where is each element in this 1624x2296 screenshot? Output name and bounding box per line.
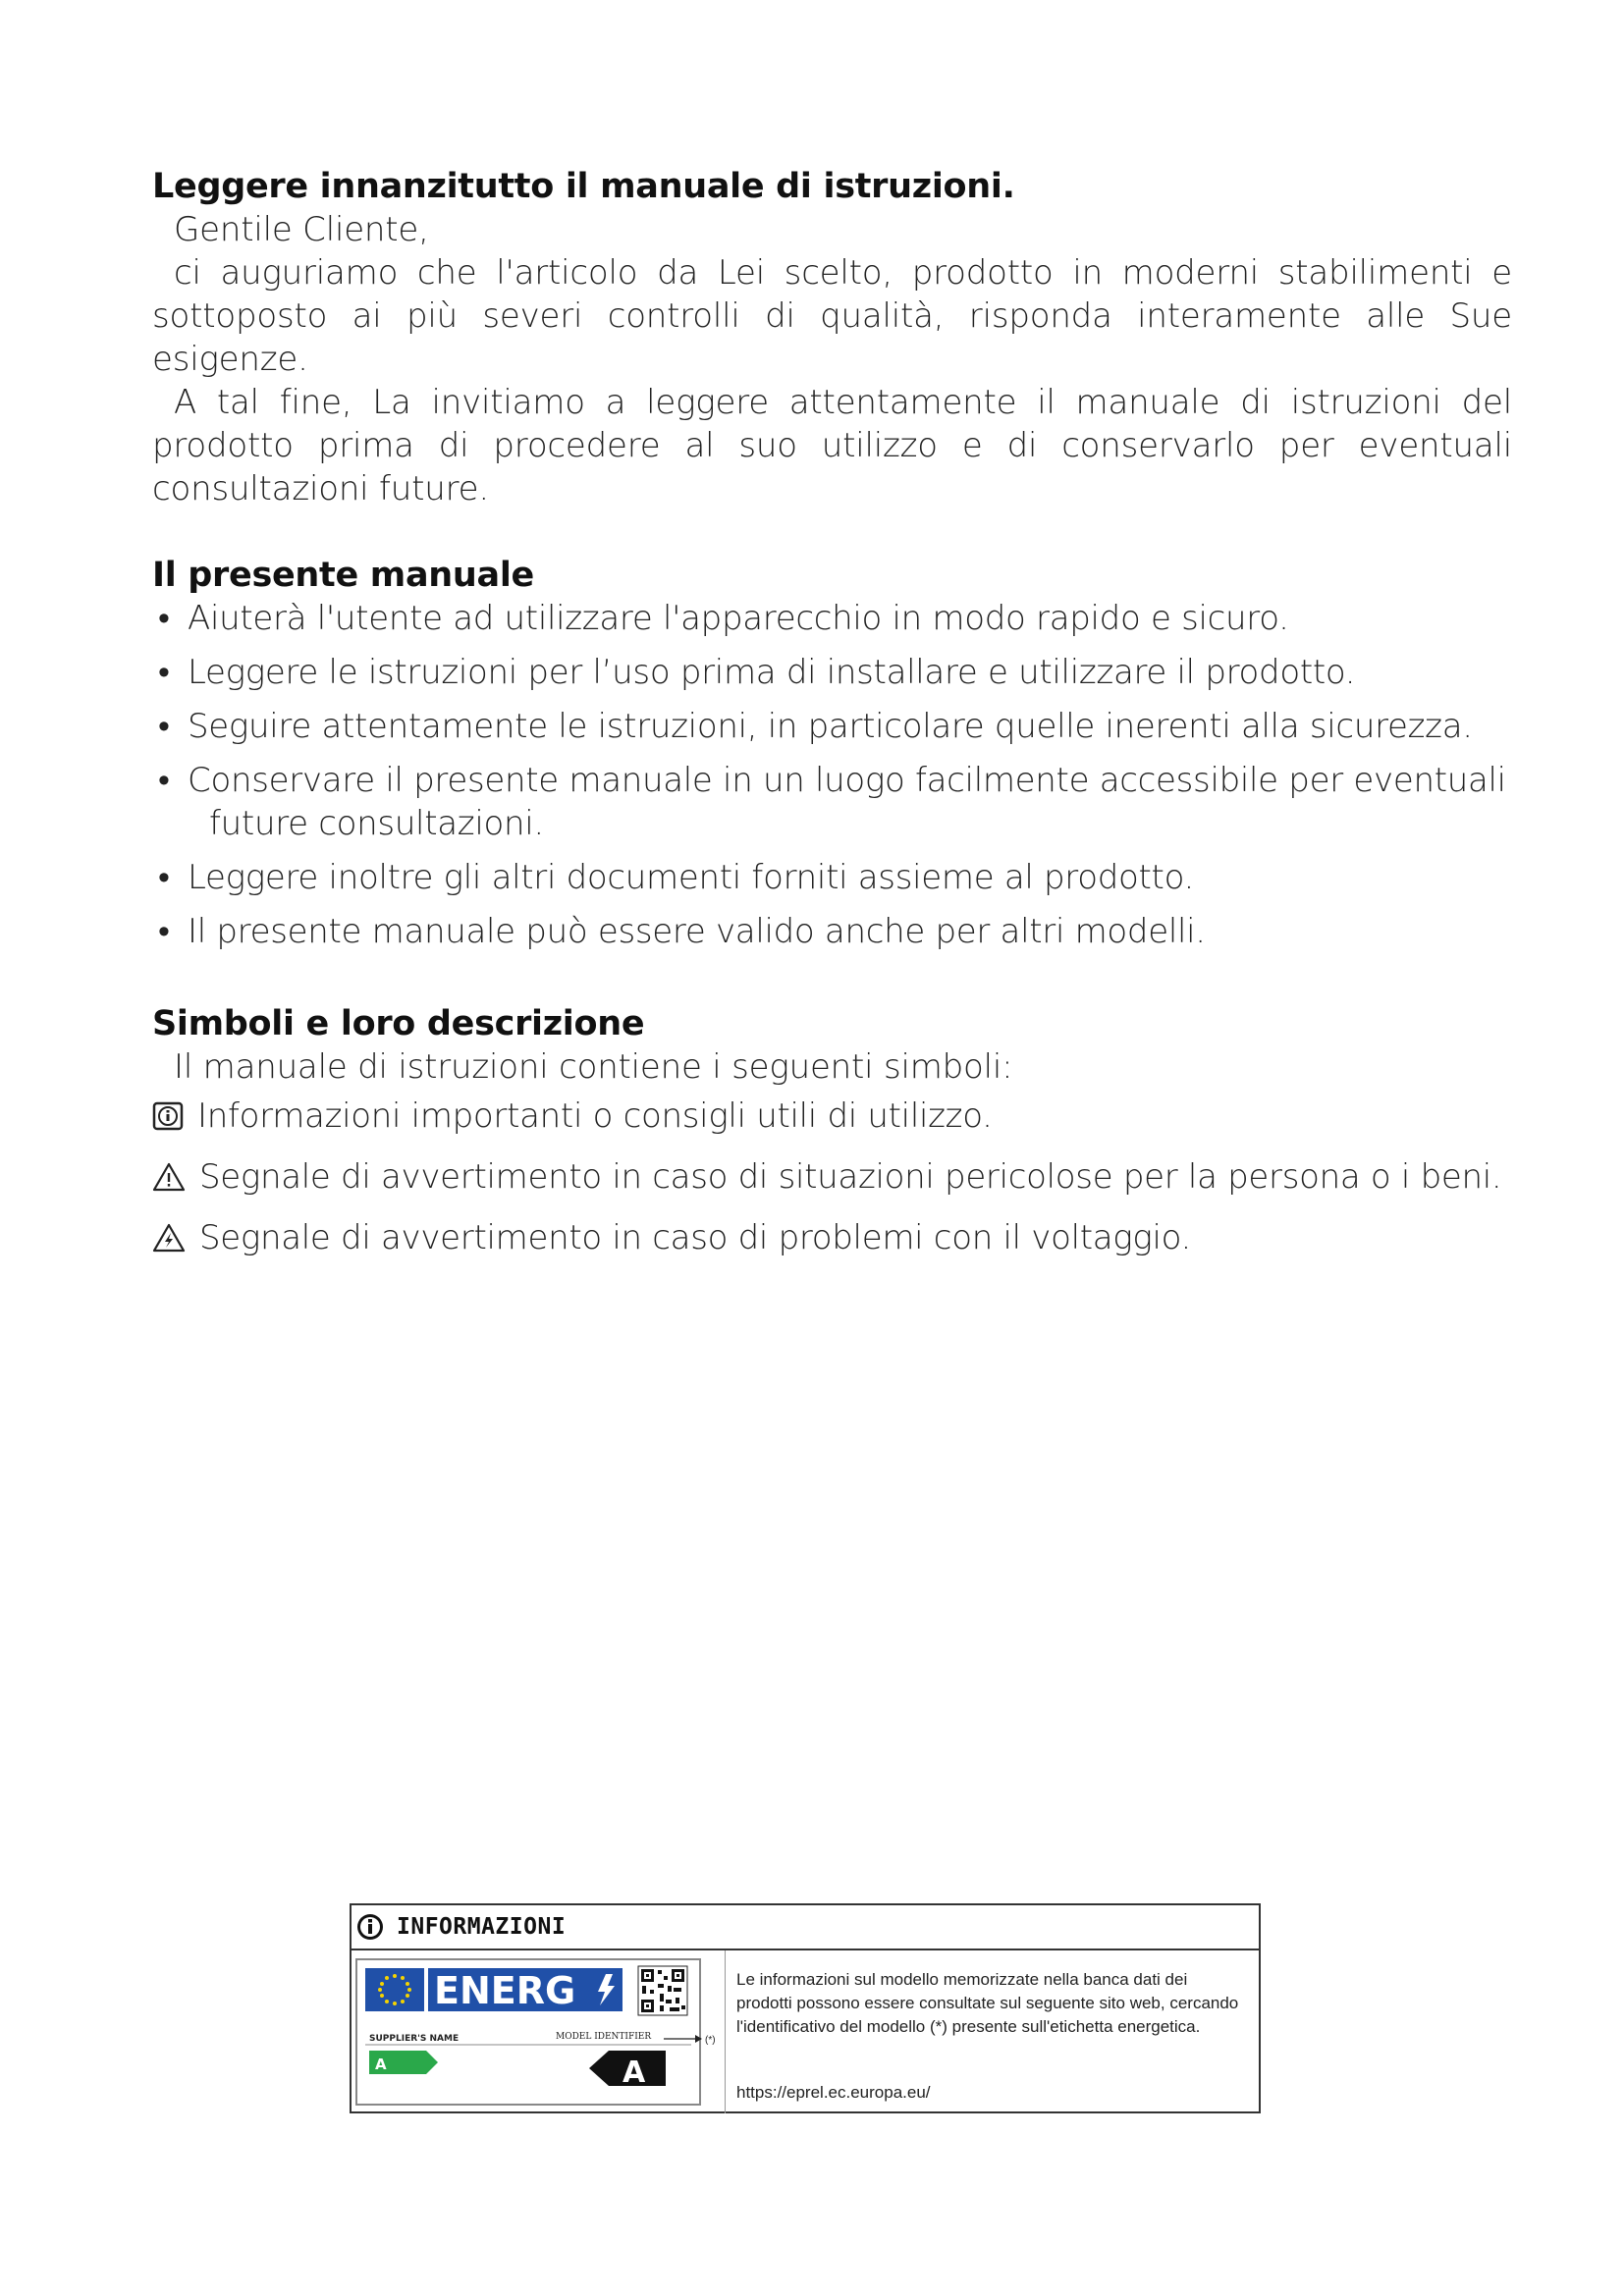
info-icon <box>355 1912 385 1942</box>
bullet: • <box>158 761 170 800</box>
list-item: • Conservare il presente manuale in un luogo facilmente accessibile per eventuali future consultazioni. <box>158 761 1506 843</box>
document-page <box>152 165 1512 1259</box>
list-item: • Il presente manuale può essere valido anche per altri modelli. <box>158 912 1206 951</box>
intro-paragraph-1: ci auguriamo che l'articolo da Lei scelto, prodotto in moderni stabilimenti e sottoposto ai più severi controlli di qualità, risponda interamente alle Sue esigenze. <box>152 253 1512 379</box>
info-box-title: INFORMAZIONI <box>397 1914 567 1940</box>
warning-icon <box>152 1162 186 1192</box>
symbol-info-text: Informazioni importanti o consigli utili di utilizzo. <box>197 1096 993 1136</box>
list-item: • Leggere inoltre gli altri documenti forniti assieme al prodotto. <box>158 858 1194 897</box>
energy-class-big: A <box>623 2056 646 2090</box>
list-item: • Seguire attentamente le istruzioni, in particolare quelle inerenti alla sicurezza. <box>158 707 1473 746</box>
energy-label-graphic <box>357 1960 699 2104</box>
supplier-name-label: SUPPLIER'S NAME <box>369 2034 460 2044</box>
intro-paragraph-2: A tal fine, La invitiamo a leggere attentamente il manuale di istruzioni del prodotto prima di procedere al suo utilizzo e di conservarlo per eventuali consultazioni future. <box>152 383 1512 508</box>
symbol-voltage-text: Segnale di avvertimento in caso di problemi con il voltaggio. <box>199 1218 1192 1257</box>
info-box-header <box>352 1905 1259 1950</box>
divider <box>725 1950 726 2113</box>
energy-label <box>355 1958 701 2106</box>
arrow-icon <box>662 2031 725 2047</box>
symbol-warning-row <box>152 1155 1512 1199</box>
manual-list <box>152 597 1512 953</box>
info-box-text: Le informazioni sul modello memorizzate nella banca dati dei prodotti possono essere consultate sul seguente sito web, cercando l'identificativo del modello (*) presente sull'etichetta energetica. <box>736 1970 1239 2036</box>
info-box-url[interactable]: https://eprel.ec.europa.eu/ <box>736 2083 931 2102</box>
symbols-intro: Il manuale di istruzioni contiene i seguenti simboli: <box>174 1047 1013 1087</box>
list-item: • Leggere le istruzioni per l’uso prima di installare e utilizzare il prodotto. <box>158 653 1356 692</box>
model-identifier-label: MODEL IDENTIFIER <box>556 2032 652 2042</box>
energy-class-small: A <box>375 2056 387 2073</box>
energy-word: ENERG <box>434 1969 576 2012</box>
symbol-info-row <box>152 1095 1512 1138</box>
symbols-heading: Simboli e loro descrizione <box>152 1004 645 1043</box>
bullet: • <box>158 653 170 692</box>
bullet: • <box>158 599 170 638</box>
qr-code-icon <box>638 1966 687 2015</box>
symbol-voltage-row <box>152 1216 1512 1259</box>
info-box <box>350 1903 1261 2113</box>
symbol-warning-text: Segnale di avvertimento in caso di situazioni pericolose per la persona o i beni. <box>199 1157 1502 1197</box>
bullet: • <box>158 707 170 746</box>
bullet: • <box>158 912 170 951</box>
model-marker: (*) <box>705 2035 716 2046</box>
bullet: • <box>158 858 170 897</box>
list-item: • Aiuterà l'utente ad utilizzare l'apparecchio in modo rapido e sicuro. <box>158 599 1289 638</box>
salutation: Gentile Cliente, <box>174 210 429 249</box>
voltage-warning-icon <box>152 1223 186 1253</box>
manual-heading: Il presente manuale <box>152 556 534 595</box>
info-icon <box>152 1101 184 1131</box>
intro-heading: Leggere innanzitutto il manuale di istruzioni. <box>152 167 1015 206</box>
